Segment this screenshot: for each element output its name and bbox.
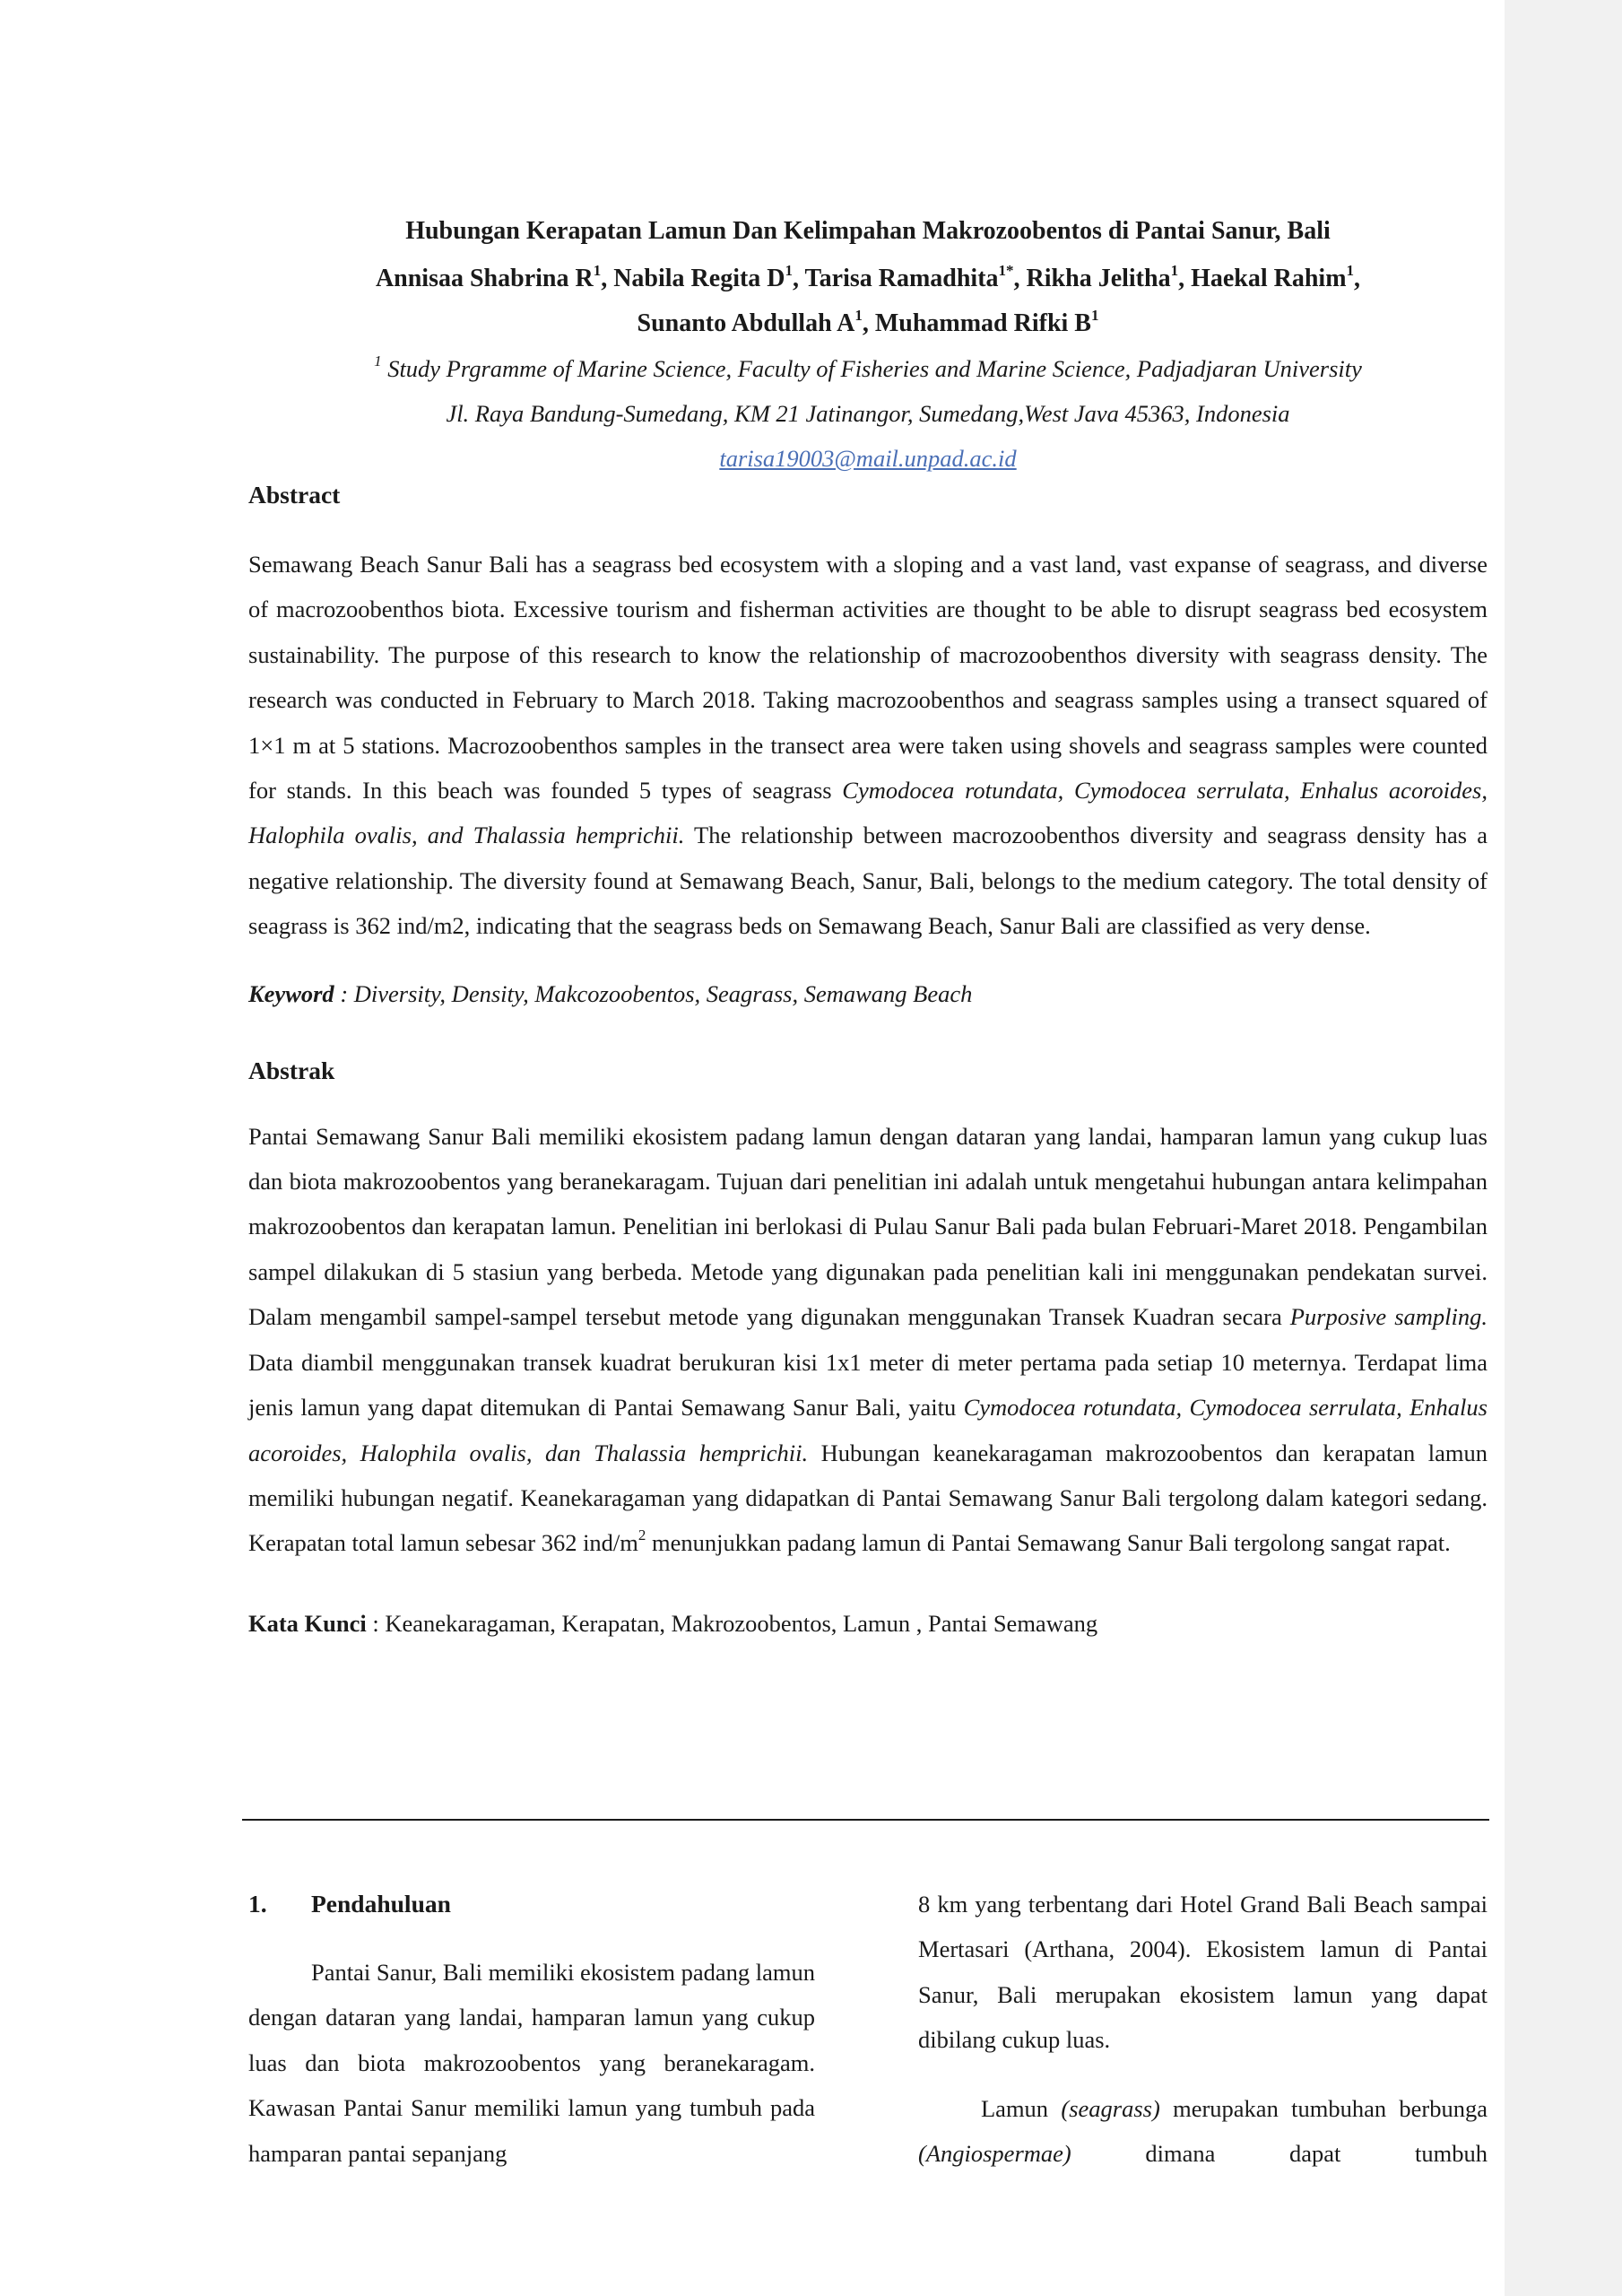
- section-divider: [242, 1819, 1489, 1821]
- author: Tarisa Ramadhita$^{1*}$,: [804, 261, 1027, 292]
- body-column-right: [918, 1882, 1488, 2176]
- affiliation: $^1$ Study Prgramme of Marine Science, Faculty of Fisheries and Marine Science, Padjadjaran University: [374, 352, 1362, 382]
- address: Jl. Raya Bandung-Sumedang, KM 21 Jatinangor, Sumedang,West Java 45363, Indonesia: [446, 400, 1290, 427]
- viewer-side-panel: [1505, 0, 1622, 2296]
- section-heading: 1. Pendahuluan: [248, 1890, 451, 1918]
- paper-title: Hubungan Kerapatan Lamun Dan Kelimpahan Makrozoobentos di Pantai Sanur, Bali: [405, 217, 1331, 245]
- abstrak-heading: Abstrak: [248, 1056, 335, 1084]
- author: Haekal Rahim$^1$,: [1191, 261, 1361, 292]
- abstract-text: Semawang Beach Sanur Bali has a seagrass bed ecosystem with a sloping and a vast land, vast expanse of seagrass, and diverse of macrozoobenthos biota. Excessive tourism and fisherman activities are thought to be able to disrupt seagrass bed ecosystem sustainability. The purpose of this research to know the relationship of macrozoobenthos diversity with seagrass density. The research was conducted in February to March 2018. Taking macrozoobenthos and seagrass samples using a transect squared of 1×1 m at 5 stations. Macrozoobenthos samples in the transect area were taken using shovels and seagrass samples were counted for stands. In this beach was founded 5 types of seagrass Cymodocea rotundata, Cymodocea serrulata, Enhalus acoroides, Halophila ovalis, and Thalassia hemprichii. The relationship between macrozoobenthos diversity and seagrass density has a negative relationship. The diversity found at Semawang Beach, Sanur, Bali, belongs to the medium category. The total density of seagrass is 362 ind/m2, indicating that the seagrass beds on Semawang Beach, Sanur Bali are classified as very dense.: [248, 551, 1488, 940]
- kata-kunci: Kata Kunci : Keanekaragaman, Kerapatan, Makrozoobentos, Lamun , Pantai Semawang: [248, 1609, 1098, 1637]
- seagrass-paragraph: Lamun (seagrass) merupakan tumbuhan berbunga (Angiospermae) dimana dapat tumbuh: [918, 2094, 1488, 2168]
- author: Nabila Regita $D^1$,: [613, 261, 805, 292]
- body-column-left: [248, 1882, 815, 2176]
- paper-header: [248, 215, 1488, 1641]
- intro-paragraph-continued: 8 km yang terbentang dari Hotel Grand Bali Beach sampai Mertasari (Arthana, 2004). Ekosistem lamun di Pantai Sanur, Bali merupakan ekosistem lamun yang dapat dibilang cukup luas.: [918, 1891, 1488, 2054]
- author: Sunanto Abdullah $A^1$,: [637, 306, 875, 337]
- email-link[interactable]: tarisa19003@mail.unpad.ac.id: [719, 445, 1017, 472]
- author: Rikha Jelitha$^1$,: [1026, 261, 1192, 292]
- author: Annisaa Shabrina $R^1$,: [375, 261, 614, 292]
- keywords: Keyword : Diversity, Density, Makcozoobentos, Seagrass, Semawang Beach: [248, 979, 973, 1007]
- authors-line-1: [248, 257, 1488, 301]
- author: Muhammad Rifki $B^1$: [874, 306, 1099, 337]
- intro-paragraph: Pantai Sanur, Bali memiliki ekosistem padang lamun dengan dataran yang landai, hamparan lamun yang cukup luas dan biota makrozoobentos yang beranekaragam. Kawasan Pantai Sanur memiliki lamun yang tumbuh pada hamparan pantai sepanjang: [248, 1959, 815, 2167]
- abstrak-text: Pantai Semawang Sanur Bali memiliki ekosistem padang lamun dengan dataran yang landai, hamparan lamun yang cukup luas dan biota makrozoobentos yang beranekaragam. Tujuan dari penelitian ini adalah untuk mengetahui hubungan antara kelimpahan makrozoobentos dan kerapatan lamun. Penelitian ini berlokasi di Pulau Sanur Bali pada bulan Februari-Maret 2018. Pengambilan sampel dilakukan di 5 stasiun yang berbeda. Metode yang digunakan pada penelitian kali ini menggunakan pendekatan survei. Dalam mengambil sampel-sampel tersebut metode yang digunakan menggunakan Transek Kuadran secara Purposive sampling. Data diambil menggunakan transek kuadrat berukuran kisi 1x1 meter di meter pertama pada setiap 10 meternya. Terdapat lima jenis lamun yang dapat ditemukan di Pantai Semawang Sanur Bali, yaitu Cymodocea rotundata, Cymodocea serrulata, Enhalus acoroides, Halophila ovalis, dan Thalassia hemprichii. Hubungan keanekaragaman makrozoobentos dan kerapatan lamun memiliki hubungan negatif. Keanekaragaman yang didapatkan di Pantai Semawang Sanur Bali tergolong dalam kategori sedang. Kerapatan total lamun sebesar 362 ind/$m^2$ menunjukkan padang lamun di Pantai Semawang Sanur Bali tergolong sangat rapat.: [248, 1122, 1488, 1557]
- abstract-heading: Abstract: [248, 481, 341, 509]
- authors-line-2: [248, 301, 1488, 346]
